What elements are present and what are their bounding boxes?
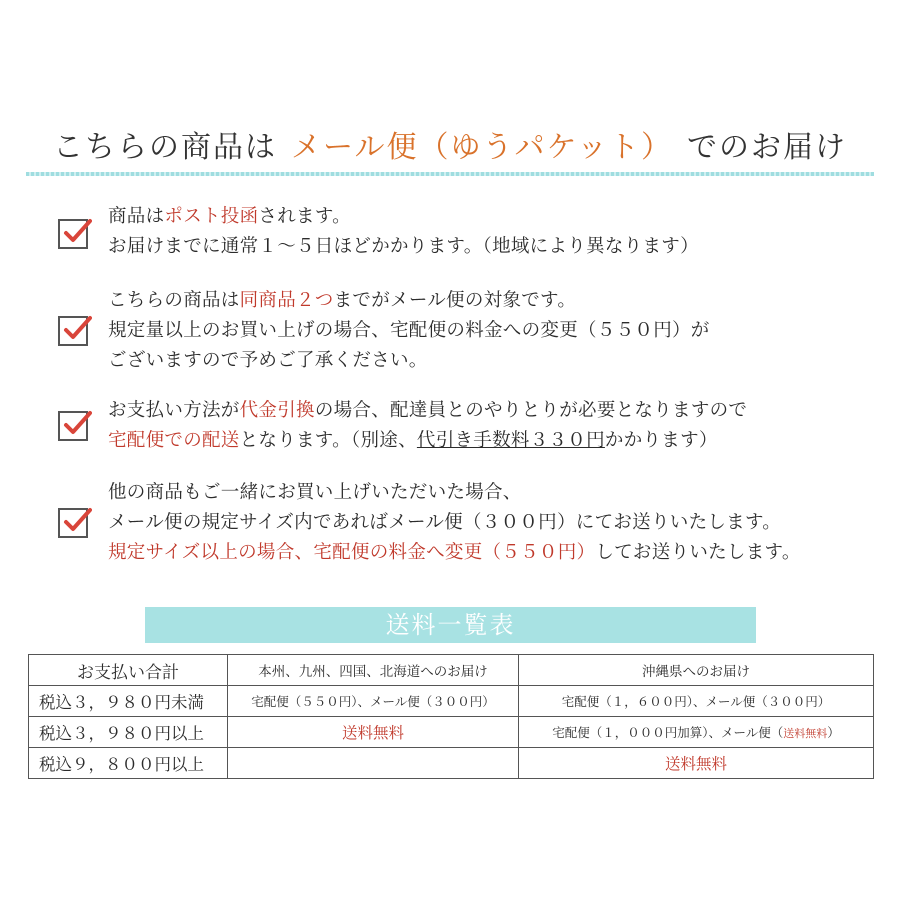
info-line: [108, 202, 880, 232]
text: 宅配便（１，０００円加算）、メール便（: [552, 725, 784, 740]
cell-mainland: [228, 748, 519, 779]
info-line: [108, 508, 880, 538]
info-line: [108, 346, 880, 376]
table-header-row: [29, 655, 874, 686]
cod-fee-text: 代引き手数料３３０円: [416, 430, 605, 451]
checkbox-checked-icon: [58, 219, 88, 249]
title-divider: [26, 172, 874, 176]
info-item-text: [108, 286, 880, 376]
highlight-text: 代金引換: [239, 400, 315, 421]
table-row: [29, 686, 874, 717]
checkbox-checked-icon: [58, 316, 88, 346]
cell-okinawa: [519, 717, 874, 748]
text: こちらの商品は: [108, 290, 240, 311]
header-mainland: 本州、九州、四国、北海道へのお届け: [228, 655, 519, 686]
info-line: [108, 316, 880, 346]
text: までがメール便の対象です。: [333, 290, 577, 311]
info-item-text: [108, 396, 880, 456]
cell-mainland: 宅配便（５５０円）、メール便（３００円）: [228, 686, 519, 717]
checkbox-checked-icon: [58, 411, 88, 441]
text: となります。（別途、: [239, 430, 417, 451]
cell-mainland-free: 送料無料: [228, 717, 519, 748]
text: ）: [827, 725, 840, 740]
info-line: [108, 478, 880, 508]
title-suffix: でのお届け: [686, 130, 847, 165]
header-okinawa: 沖縄県へのお届け: [519, 655, 874, 686]
highlight-text: 宅配便での配送: [108, 430, 240, 451]
text: メール便の規定サイズ内であればメール便（３００円）にてお送りいたします。: [108, 512, 782, 533]
shipping-fee-table: [28, 654, 874, 779]
text: かかります）: [604, 430, 718, 451]
table-row: [29, 748, 874, 779]
text: 他の商品もご一緒にお買い上げいただいた場合、: [108, 482, 522, 503]
text: 規定量以上のお買い上げの場合、宅配便の料金への変更（５５０円）が: [108, 320, 710, 341]
header-payment-total: お支払い合計: [29, 655, 228, 686]
row-label: 税込３，９８０円未満: [29, 686, 228, 717]
info-line: [108, 286, 880, 316]
highlight-text: 規定サイズ以上の場合、宅配便の料金へ変更（５５０円）: [108, 542, 596, 563]
page-title: [0, 122, 900, 166]
info-item-text: [108, 202, 880, 262]
shipping-table-banner: 送料一覧表: [145, 607, 756, 643]
text: ございますので予めご了承ください。: [108, 350, 428, 371]
free-shipping-text: 送料無料: [783, 727, 828, 740]
info-item-text: [108, 478, 880, 568]
cell-okinawa: 宅配便（１，６００円）、メール便（３００円）: [519, 686, 874, 717]
table-row: [29, 717, 874, 748]
row-label: 税込９，８００円以上: [29, 748, 228, 779]
text: お支払い方法が: [108, 400, 240, 421]
text: 商品は: [108, 206, 165, 227]
cell-okinawa-free: 送料無料: [519, 748, 874, 779]
text: お届けまでに通常１～５日ほどかかります。（地域により異なります）: [108, 236, 699, 257]
title-highlight: メール便（ゆうパケット）: [291, 130, 673, 165]
title-prefix: こちらの商品は: [53, 130, 278, 165]
row-label: 税込３，９８０円以上: [29, 717, 228, 748]
highlight-text: 同商品２つ: [239, 290, 334, 311]
info-line: [108, 426, 880, 456]
info-line: [108, 538, 880, 568]
highlight-text: ポスト投函: [164, 206, 259, 227]
text: されます。: [258, 206, 351, 227]
text: してお送りいたします。: [595, 542, 801, 563]
info-line: [108, 232, 880, 262]
info-line: [108, 396, 880, 426]
checkbox-checked-icon: [58, 508, 88, 538]
text: の場合、配達員とのやりとりが必要となりますので: [314, 400, 748, 421]
